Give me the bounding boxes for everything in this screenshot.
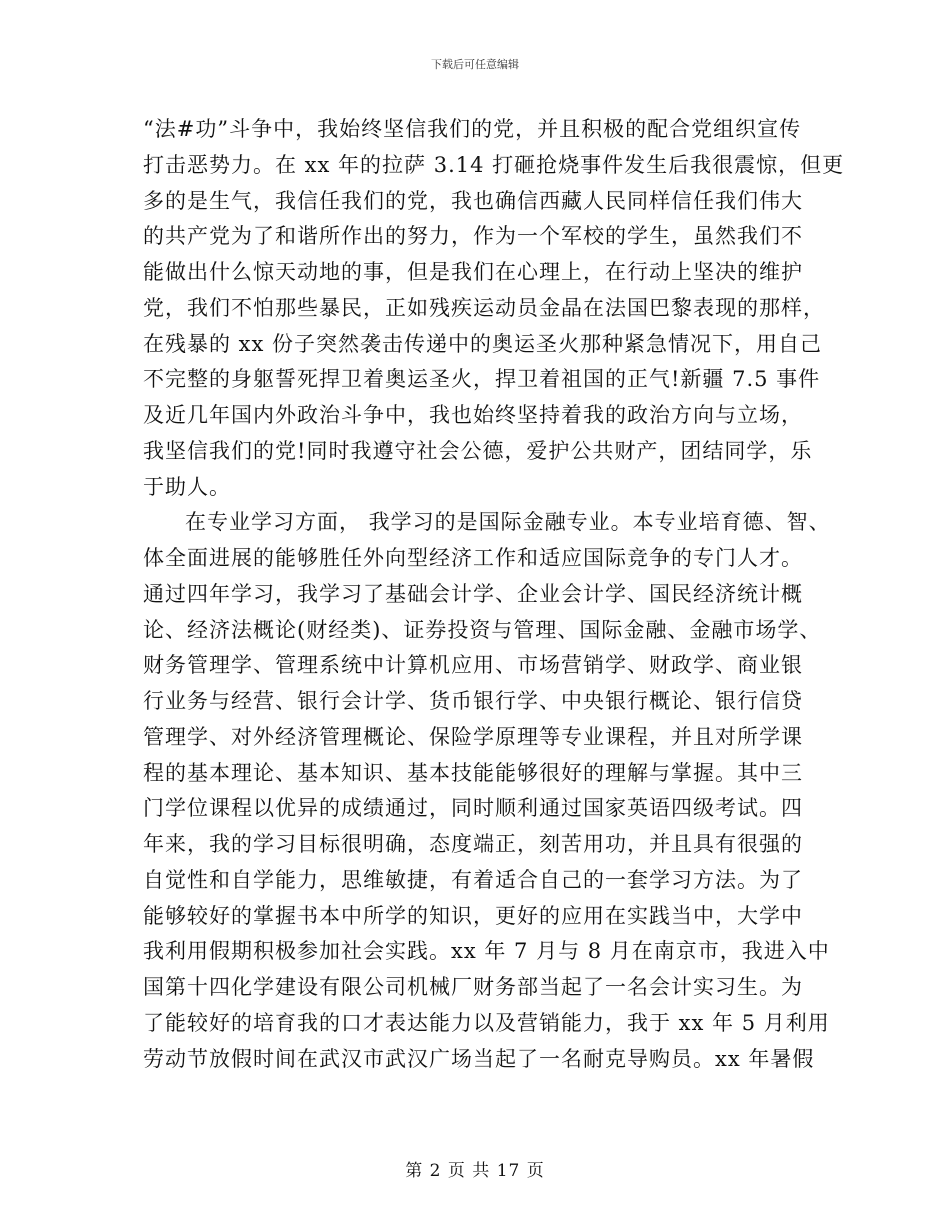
text-line: 劳动节放假时间在武汉市武汉广场当起了一名耐克导购员。xx 年暑假 xyxy=(143,1047,815,1071)
text-line: 不完整的身躯誓死捍卫着奥运圣火，捍卫着祖国的正气!新疆 7.5 事件 xyxy=(143,367,821,391)
text-line: 在残暴的 xx 份子突然袭击传递中的奥运圣火那种紧急情况下，用自己 xyxy=(143,332,823,356)
text-line: 的共产党为了和谐所作出的努力，作为一个军校的学生，虽然我们不 xyxy=(143,224,803,248)
text-line: 管理学、对外经济管理概论、保险学原理等专业课程，并且对所学课 xyxy=(143,725,803,749)
text-line: 体全面进展的能够胜任外向型经济工作和适应国际竞争的专门人才。 xyxy=(143,546,803,570)
text-line: 我坚信我们的党!同时我遵守社会公德，爱护公共财产，团结同学，乐 xyxy=(143,439,813,463)
text-line: 门学位课程以优异的成绩通过，同时顺利通过国家英语四级考试。四 xyxy=(143,796,803,820)
text-line: 我利用假期积极参加社会实践。xx 年 7 月与 8 月在南京市，我进入中 xyxy=(143,939,830,963)
text-line: 行业务与经营、银行会计学、货币银行学、中央银行概论、银行信贷 xyxy=(143,689,803,713)
text-line: “法#功”斗争中，我始终坚信我们的党，并且积极的配合党组织宣传 xyxy=(143,117,802,141)
text-line: 论、经济法概论(财经类)、证券投资与管理、国际金融、金融市场学、 xyxy=(143,618,822,642)
page-footer: 第 2 页 共 17 页 xyxy=(405,1161,545,1181)
text-line: 打击恶势力。在 xx 年的拉萨 3.14 打砸抢烧事件发生后我很震惊，但更 xyxy=(143,153,845,177)
text-line: 财务管理学、管理系统中计算机应用、市场营销学、财政学、商业银 xyxy=(143,653,803,677)
text-line: 通过四年学习，我学习了基础会计学、企业会计学、国民经济统计概 xyxy=(143,582,803,606)
text-line: 多的是生气，我信任我们的党，我也确信西藏人民同样信任我们伟大 xyxy=(143,189,803,213)
text-line: 了能较好的培育我的口才表达能力以及营销能力，我于 xx 年 5 月利用 xyxy=(143,1011,830,1035)
text-line: 能够较好的掌握书本中所学的知识，更好的应用在实践当中，大学中 xyxy=(143,904,803,928)
text-line: 年来，我的学习目标很明确，态度端正，刻苦用功，并且具有很强的 xyxy=(143,832,803,856)
text-line: 于助人。 xyxy=(143,475,231,499)
text-line: 党，我们不怕那些暴民，正如残疾运动员金晶在法国巴黎表现的那样， xyxy=(143,296,825,320)
text-line: 自觉性和自学能力，思维敏捷，有着适合自己的一套学习方法。为了 xyxy=(143,868,803,892)
text-line: 程的基本理论、基本知识、基本技能能够很好的理解与掌握。其中三 xyxy=(143,761,803,785)
text-line: 国第十四化学建设有限公司机械厂财务部当起了一名会计实习生。为 xyxy=(143,975,803,999)
text-line: 能做出什么惊天动地的事，但是我们在心理上，在行动上坚决的维护 xyxy=(143,260,803,284)
page-header: 下载后可任意编辑 xyxy=(431,58,519,71)
text-line: 在专业学习方面， 我学习的是国际金融专业。本专业培育德、智、 xyxy=(185,510,831,534)
text-line: 及近几年国内外政治斗争中，我也始终坚持着我的政治方向与立场， xyxy=(143,403,803,427)
